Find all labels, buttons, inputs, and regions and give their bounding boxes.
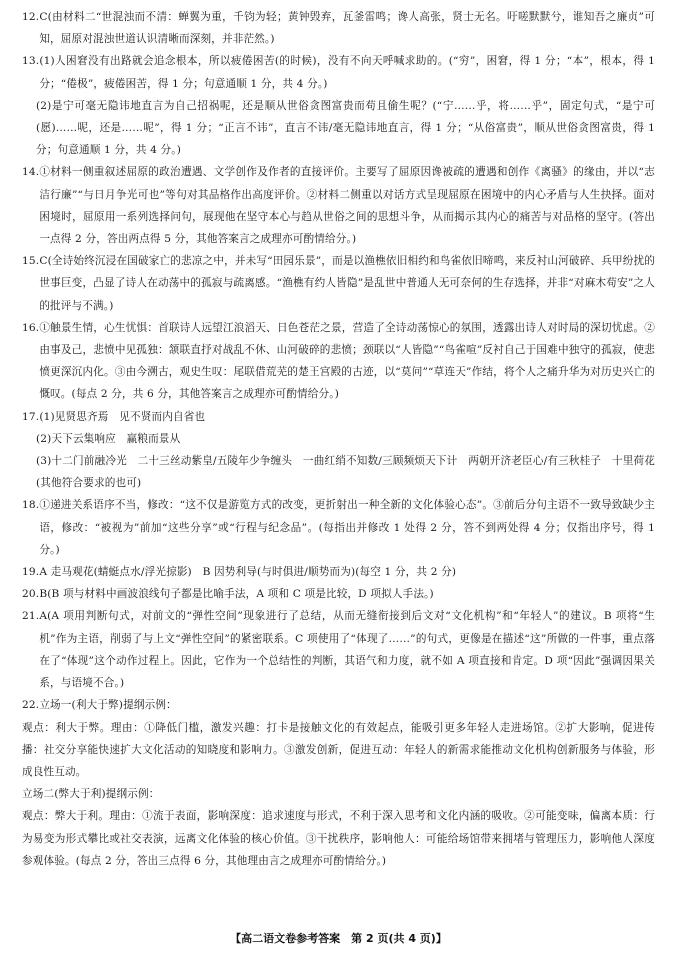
answer-17-part-2: (2)天下云集响应 赢粮而景从 bbox=[36, 432, 181, 445]
question-number: 15. bbox=[22, 255, 40, 268]
answer-16 bbox=[22, 317, 655, 406]
answer-22-stance-2-heading: 立场二(弊大于利)提纲示例： bbox=[22, 788, 160, 801]
question-number: 17. bbox=[22, 410, 40, 423]
answer-text: ①材料一侧重叙述屈原的政治遭遇、文学创作及作者的直接评价。主要写了屈原因谗被疏的遭遇和创作《离骚》的缘由，并以“志洁行廉”“与日月争光可也”等句对其品格作出高度评价。②材料二侧重以对话方式呈现屈原在困境中的内心矛盾与人生抉择。面对困境时，屈原用一系列选择问句，展现他在坚守本心与趋从世俗之间的思想斗争，从而揭示其内心的痛苦与对品格的坚守。(答出一点得 2 分，答出两点得 5 分，其他答案言之成理亦可酌情给分。) bbox=[39, 166, 655, 246]
answer-13 bbox=[22, 50, 655, 94]
question-number: 20. bbox=[22, 588, 40, 601]
answer-15 bbox=[22, 250, 655, 317]
answer-22-stance-2-outline: 观点：弊大于利。理由：①流于表面，影响深度：追求速度与形式，不利于深入思考和文化内涵的吸收。②可能变味，偏离本质：行为易变为形式攀比或社交表演，远离文化体验的核心价值。③干扰秩序，影响他人：可能给场馆带来拥堵与管理压力，影响他人深度参观体验。(每点 2 分，答出三点得 6 分，其他理由言之成理亦可酌情给分。) bbox=[22, 810, 655, 867]
question-number: 13. bbox=[22, 55, 40, 68]
question-number: 16. bbox=[22, 321, 40, 334]
question-number: 12. bbox=[22, 11, 40, 23]
answer-18 bbox=[22, 494, 655, 561]
answer-text: (1)见贤思齐焉 见不贤而内自省也 bbox=[39, 410, 206, 423]
answer-17-part-3: (3)十二门前融冷光 二十三丝动紫皇/五陵年少争缠头 一曲红绡不知数/三顾频烦天下计 两朝开济老臣心/有三秋桂子 十里荷花(其他符合要求的也可) bbox=[36, 455, 655, 490]
answer-14 bbox=[22, 161, 655, 250]
question-number: 21. bbox=[22, 610, 40, 623]
answer-text: ①触景生情，心生忧惧：首联诗人远望江浪滔天、日色苍茫之景，营造了全诗动荡惊心的氛围，透露出诗人对时局的深切忧虑。②由事及己，悲愤中见孤独：颔联直抒对战乱不休、山河破碎的悲愤；颈联以“人皆隐”“鸟雀喧”反衬自己于国难中独守的孤寂，使悲愤更深沉内化。③由今溯古，观史生叹：尾联借荒芜的楚王宫殿的古迹，以“莫问”“草连天”作结，将个人之痛升华为对历史兴亡的慨叹。(每点 2 分，共 6 分，其他答案言之成理亦可酌情给分。) bbox=[39, 321, 655, 401]
answer-20 bbox=[22, 583, 655, 605]
answer-22 bbox=[22, 694, 655, 716]
answer-17 bbox=[22, 406, 655, 428]
question-number: 22. bbox=[22, 699, 40, 712]
answer-text: (1)人困窘没有出路就会追念根本，所以疲倦困苦(的时候)，没有不向天呼喊求助的。(“穷”，困窘，得 1 分；“本”，根本，得 1 分；“倦极”，疲倦困苦，得 1 分；句意通顺 1 分，共 4 分。) bbox=[39, 55, 655, 90]
page-footer: 【高二语文卷参考答案 第 2 页(共 4 页)】 bbox=[230, 932, 447, 945]
answer-text: C(由材料二“世混浊而不清：蝉翼为重，千钧为轻；黄钟毁弃，瓦釜雷鸣；谗人高张，贤士无名。吁嗟默默兮，谁知吾之廉贞”可知，屈原对混浊世道认识清晰而深刻，并非茫然。) bbox=[39, 11, 655, 46]
answer-12 bbox=[22, 6, 655, 50]
question-number: 19. bbox=[22, 566, 40, 579]
answer-text: A 走马观花(蜻蜓点水/浮光掠影) B 因势利导(与时俱进/顺势而为)(每空 1 分，共 2 分) bbox=[39, 566, 457, 579]
answer-text: C(全诗始终沉浸在国破家亡的悲凉之中，并未写“田园乐景”，而是以渔樵依旧相约和鸟雀依旧啼鸣，来反衬山河破碎、兵甲纷扰的世事巨变，凸显了诗人在动荡中的孤寂与疏离感。“渔樵有约人皆隐”是乱世中普通人无可奈何的生存选择，并非“对麻木苟安”之人的批评与不满。) bbox=[39, 255, 655, 312]
question-number: 14. bbox=[22, 166, 40, 179]
question-number: 18. bbox=[22, 499, 40, 512]
answer-text: B(B 项与材料中画波浪线句子都是比喻手法，A 项和 C 项是比较，D 项拟人手法。) bbox=[39, 588, 434, 601]
answer-22-stance-1-outline: 观点：利大于弊。理由：①降低门槛，激发兴趣：打卡是接触文化的有效起点，能吸引更多年轻人走进场馆。②扩大影响，促进传播：社交分享能快速扩大文化活动的知晓度和影响力。③激发创新，促进互动：年轻人的新需求能推动文化机构创新服务与体验，形成良性互动。 bbox=[22, 721, 655, 778]
answer-text: ①递进关系语序不当，修改：“这不仅是游览方式的改变，更折射出一种全新的文化体验心态”。③前后分句主语不一致导致缺少主语，修改：“被视为”前加“这些分享”或“行程与纪念品”。(每指出并修改 1 处得 2 分，答不到两处得 4 分；仅指出序号，得 1 分。) bbox=[39, 499, 655, 556]
answer-13-part-2: (2)是宁可毫无隐讳地直言为自己招祸呢，还是顺从世俗贪图富贵而苟且偷生呢？(“宁……乎，将……乎”，固定句式，“是宁可(愿)……呢，还是……呢”，得 1 分；“正言不讳”，直言不讳/毫无隐讳地直言，得 1 分；“从俗富贵”，顺从世俗贪图富贵，得 1 分；句意通顺 1 分，共 4 分。) bbox=[36, 99, 655, 157]
answer-text: A(A 项用判断句式，对前文的“弹性空间”现象进行了总结，从而无缝衔接到后文对“文化机构”和“年轻人”的建议。B 项将“生机”作为主语，削弱了与上文“弹性空间”的紧密联系。C 项使用了“体现了……”的句式，更像是在描述“这”所做的一件事，重点落在了“体现”这个动作过程上。因此，它作为一个总结性的判断，其语气和力度，就不如 A 项直接和肯定。D 项“因此”强调因果关系，与语境不合。) bbox=[39, 610, 655, 690]
answer-19 bbox=[22, 561, 655, 583]
answer-21 bbox=[22, 605, 655, 694]
answer-text: 立场一(利大于弊)提纲示例： bbox=[39, 699, 177, 712]
